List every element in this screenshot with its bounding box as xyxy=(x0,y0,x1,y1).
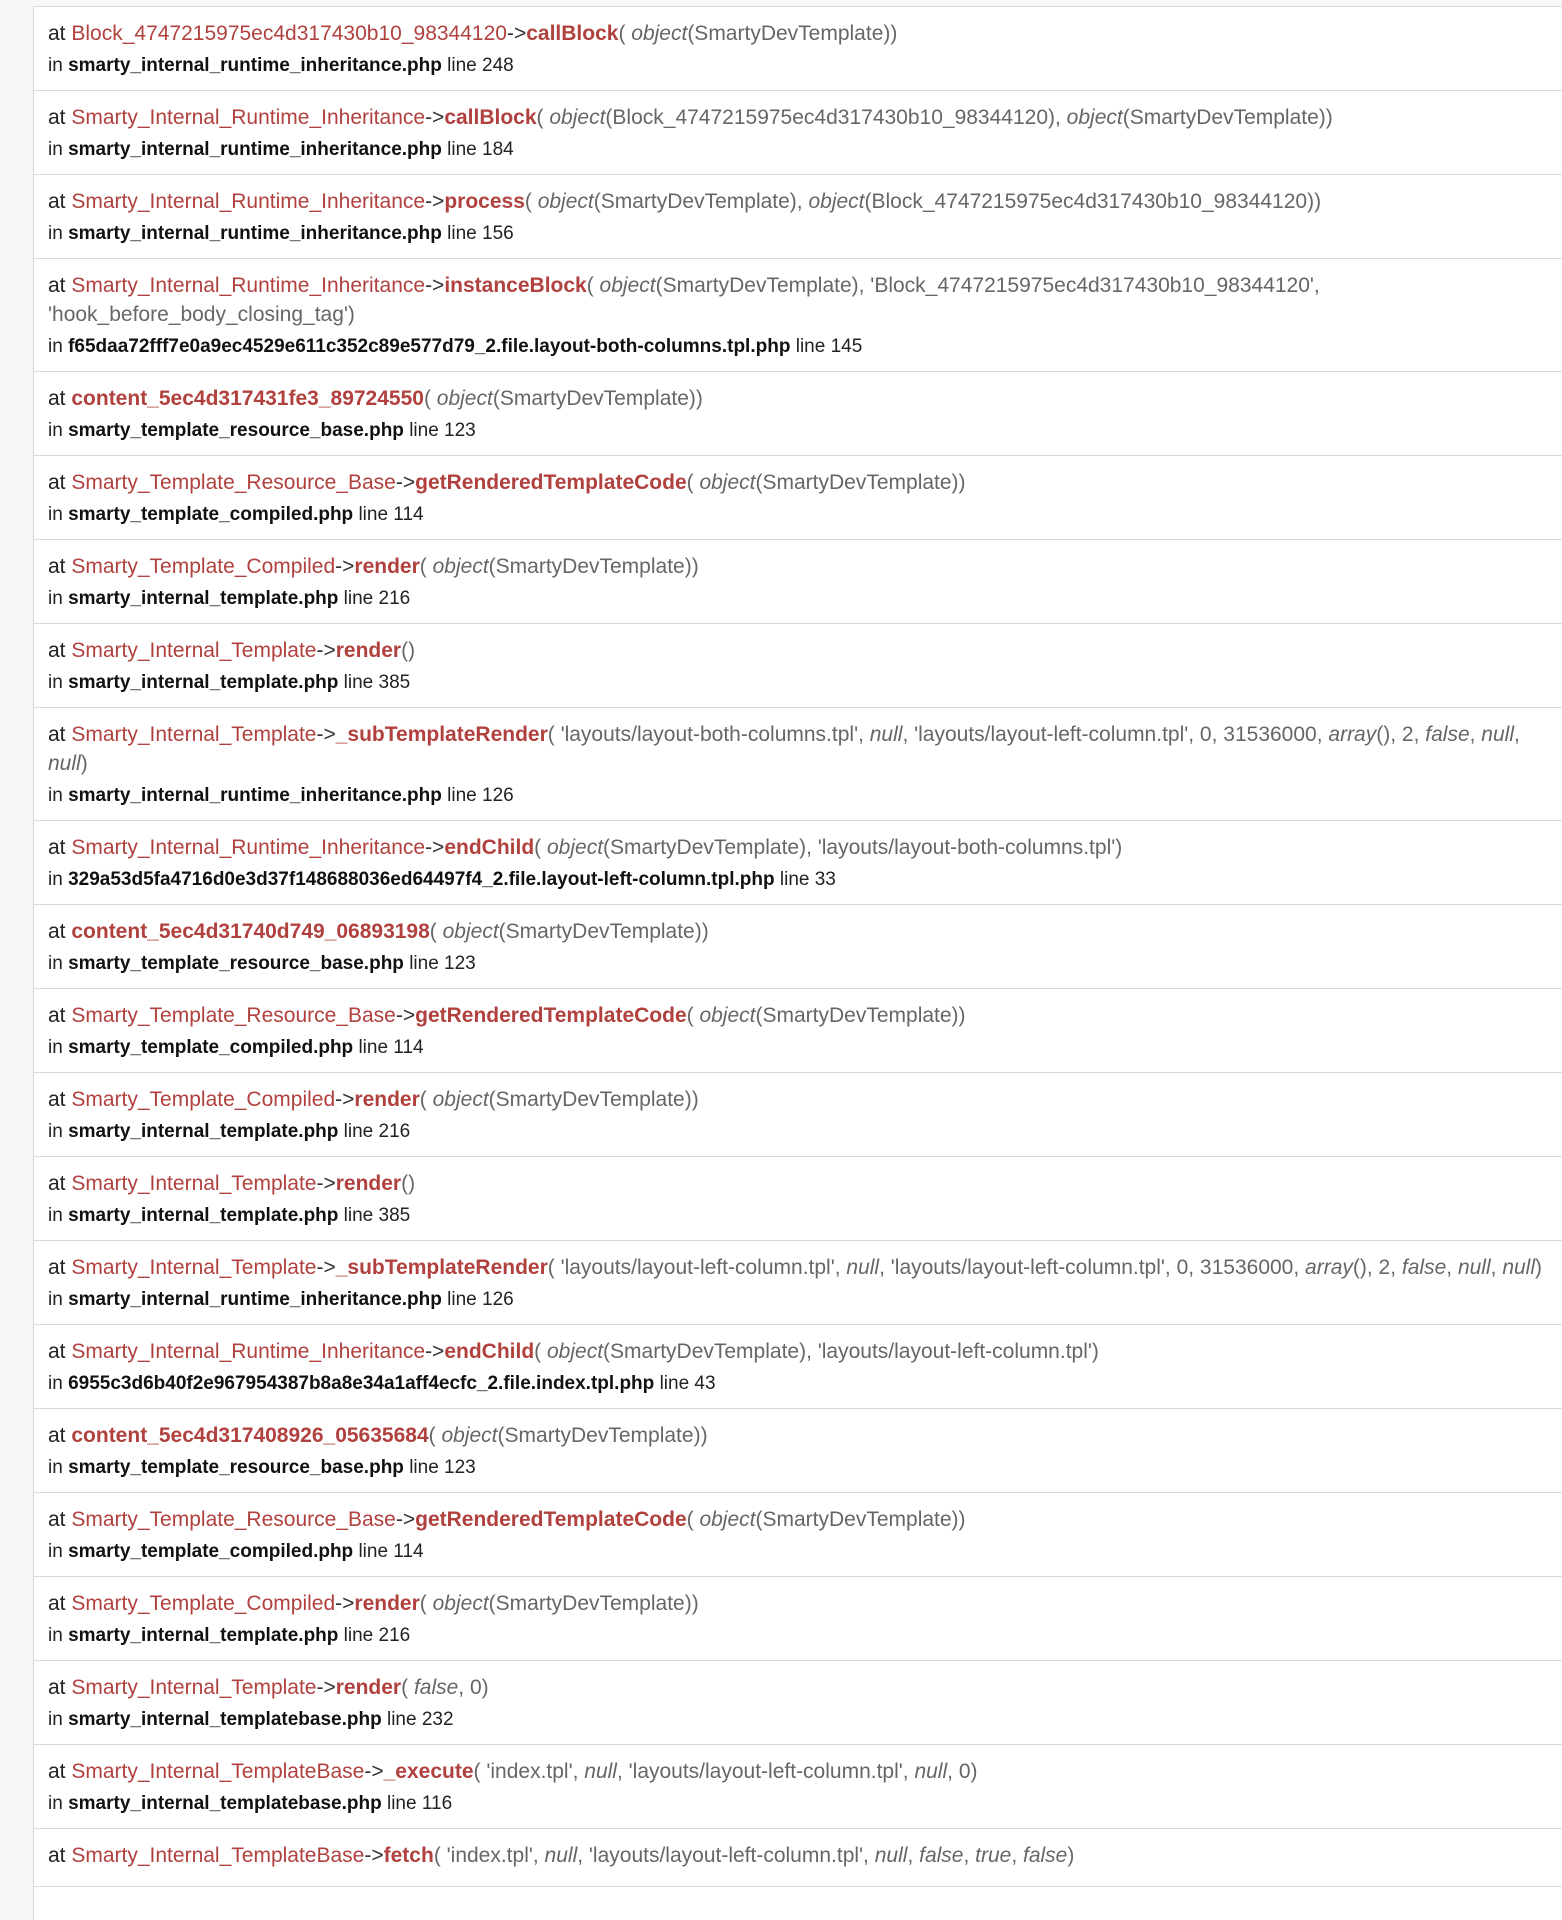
call-arguments: ( object(SmartyDevTemplate)) xyxy=(618,22,898,45)
in-keyword: in xyxy=(48,336,63,357)
call-arguments: () xyxy=(401,639,416,662)
method-arrow: -> xyxy=(316,723,336,746)
method-arrow: -> xyxy=(425,106,445,129)
function-name: render xyxy=(354,1088,420,1111)
frame-call xyxy=(48,720,1548,778)
method-arrow: -> xyxy=(395,1508,416,1531)
in-keyword: in xyxy=(48,1625,63,1646)
call-arguments: ( object(SmartyDevTemplate)) xyxy=(686,1004,966,1027)
stack-frame xyxy=(34,91,1562,175)
function-name: render xyxy=(335,1676,402,1699)
frame-call xyxy=(48,1841,1548,1870)
stack-frame xyxy=(34,1157,1562,1241)
call-arguments: ( object(SmartyDevTemplate)) xyxy=(428,1424,708,1447)
stack-trace-list xyxy=(33,6,1562,1920)
class-name: Smarty_Internal_Template xyxy=(71,639,317,662)
file-name: smarty_internal_runtime_inheritance.php xyxy=(68,139,442,160)
call-arguments: ( 'layouts/layout-left-column.tpl', null, 'layouts/layout-left-column.tpl', 0, 31536000, array(), 2, false, null, null) xyxy=(547,1256,1543,1279)
function-name: render xyxy=(354,555,420,578)
at-keyword: at xyxy=(48,1508,66,1531)
method-arrow: -> xyxy=(506,22,527,45)
in-keyword: in xyxy=(48,1205,63,1226)
method-arrow: -> xyxy=(425,274,445,297)
frame-call xyxy=(48,1505,1548,1534)
line-number: line 156 xyxy=(447,223,514,244)
file-name: smarty_template_compiled.php xyxy=(68,504,354,525)
stack-frame xyxy=(34,624,1562,708)
line-number: line 385 xyxy=(343,1205,411,1226)
stack-frame xyxy=(34,1661,1562,1745)
at-keyword: at xyxy=(48,1004,66,1027)
frame-call xyxy=(48,636,1548,665)
frame-call xyxy=(48,1673,1548,1702)
function-name: _execute xyxy=(383,1760,474,1783)
class-name: Smarty_Template_Resource_Base xyxy=(71,1508,396,1531)
at-keyword: at xyxy=(48,106,66,129)
file-name: smarty_template_compiled.php xyxy=(68,1037,354,1058)
class-name: Smarty_Template_Resource_Base xyxy=(71,1004,396,1027)
at-keyword: at xyxy=(48,836,66,859)
method-arrow: -> xyxy=(425,190,445,213)
function-name: callBlock xyxy=(526,22,619,45)
frame-location xyxy=(48,1371,1548,1397)
function-name: _subTemplateRender xyxy=(335,723,548,746)
frame-location xyxy=(48,1539,1548,1565)
at-keyword: at xyxy=(48,1172,66,1195)
in-keyword: in xyxy=(48,504,63,525)
file-name: smarty_internal_template.php xyxy=(68,1121,339,1142)
stack-frame xyxy=(34,1073,1562,1157)
file-name: smarty_internal_template.php xyxy=(68,672,339,693)
stack-frame xyxy=(34,989,1562,1073)
method-arrow: -> xyxy=(395,471,416,494)
frame-location xyxy=(48,53,1548,79)
line-number: line 123 xyxy=(409,1457,476,1478)
in-keyword: in xyxy=(48,1793,63,1814)
class-name: Smarty_Internal_Template xyxy=(71,723,317,746)
frame-call xyxy=(48,833,1548,862)
at-keyword: at xyxy=(48,190,66,213)
line-number: line 33 xyxy=(779,869,836,890)
in-keyword: in xyxy=(48,953,63,974)
class-name: Smarty_Internal_Runtime_Inheritance xyxy=(71,1340,426,1363)
call-arguments: ( 'index.tpl', null, 'layouts/layout-left-column.tpl', null, false, true, false) xyxy=(433,1844,1075,1867)
stack-frame xyxy=(34,1577,1562,1661)
in-keyword: in xyxy=(48,672,63,693)
file-name: smarty_template_compiled.php xyxy=(68,1541,354,1562)
line-number: line 184 xyxy=(447,139,514,160)
stack-frame xyxy=(34,1829,1562,1887)
frame-call xyxy=(48,1001,1548,1030)
stack-frame xyxy=(34,1325,1562,1409)
frame-call xyxy=(48,1337,1548,1366)
file-name: 329a53d5fa4716d0e3d37f148688036ed64497f4_2.file.layout-left-column.tpl.php xyxy=(68,869,775,890)
file-name: smarty_template_resource_base.php xyxy=(68,953,404,974)
in-keyword: in xyxy=(48,1457,63,1478)
at-keyword: at xyxy=(48,555,66,578)
call-arguments: ( object(SmartyDevTemplate)) xyxy=(419,555,699,578)
frame-call xyxy=(48,1589,1548,1618)
in-keyword: in xyxy=(48,869,63,890)
in-keyword: in xyxy=(48,785,63,806)
line-number: line 145 xyxy=(795,336,863,357)
frame-location xyxy=(48,1287,1548,1313)
method-arrow: -> xyxy=(425,1340,445,1363)
call-arguments: ( object(SmartyDevTemplate)) xyxy=(686,471,966,494)
class-name: Smarty_Template_Compiled xyxy=(71,1088,336,1111)
stack-frame xyxy=(34,905,1562,989)
method-arrow: -> xyxy=(425,836,445,859)
function-name: content_5ec4d317431fe3_89724550 xyxy=(71,387,424,410)
function-name: getRenderedTemplateCode xyxy=(415,1508,687,1531)
frame-location xyxy=(48,1455,1548,1481)
class-name: Smarty_Internal_Runtime_Inheritance xyxy=(71,190,426,213)
call-arguments: ( object(Block_4747215975ec4d317430b10_98344120), object(SmartyDevTemplate)) xyxy=(536,106,1333,129)
stack-frame xyxy=(34,821,1562,905)
in-keyword: in xyxy=(48,139,63,160)
line-number: line 114 xyxy=(358,1037,424,1058)
function-name: endChild xyxy=(444,836,535,859)
file-name: smarty_internal_templatebase.php xyxy=(68,1793,382,1814)
file-name: smarty_internal_template.php xyxy=(68,588,339,609)
line-number: line 232 xyxy=(386,1709,454,1730)
at-keyword: at xyxy=(48,471,66,494)
file-name: 6955c3d6b40f2e967954387b8a8e34a1aff4ecfc_2.file.index.tpl.php xyxy=(68,1373,655,1394)
class-name: Smarty_Internal_Template xyxy=(71,1172,317,1195)
stack-frame xyxy=(34,540,1562,624)
stack-frame xyxy=(34,7,1562,91)
line-number: line 216 xyxy=(343,1625,411,1646)
file-name: f65daa72fff7e0a9ec4529e611c352c89e577d79_2.file.layout-both-columns.tpl.php xyxy=(68,336,791,357)
frame-call xyxy=(48,1085,1548,1114)
class-name: Smarty_Template_Resource_Base xyxy=(71,471,396,494)
frame-location xyxy=(48,783,1548,809)
function-name: content_5ec4d317408926_05635684 xyxy=(71,1424,429,1447)
call-arguments: () xyxy=(401,1172,416,1195)
class-name: Smarty_Internal_Template xyxy=(71,1676,317,1699)
in-keyword: in xyxy=(48,1541,63,1562)
stack-frame xyxy=(34,175,1562,259)
method-arrow: -> xyxy=(316,1172,336,1195)
class-name: Smarty_Internal_TemplateBase xyxy=(71,1844,365,1867)
function-name: process xyxy=(444,190,525,213)
stack-frame xyxy=(34,1241,1562,1325)
frame-location xyxy=(48,670,1548,696)
line-number: line 116 xyxy=(386,1793,453,1814)
at-keyword: at xyxy=(48,1592,66,1615)
frame-call xyxy=(48,1421,1548,1450)
stack-frame xyxy=(34,456,1562,540)
file-name: smarty_internal_runtime_inheritance.php xyxy=(68,223,442,244)
method-arrow: -> xyxy=(335,1088,355,1111)
in-keyword: in xyxy=(48,55,63,76)
class-name: Smarty_Internal_TemplateBase xyxy=(71,1760,365,1783)
line-number: line 216 xyxy=(343,1121,411,1142)
call-arguments: ( object(SmartyDevTemplate), 'layouts/layout-left-column.tpl') xyxy=(534,1340,1099,1363)
frame-call xyxy=(48,19,1548,48)
class-name: Block_4747215975ec4d317430b10_98344120 xyxy=(71,22,507,45)
at-keyword: at xyxy=(48,639,66,662)
frame-location xyxy=(48,502,1548,528)
line-number: line 216 xyxy=(343,588,411,609)
frame-call xyxy=(48,468,1548,497)
in-keyword: in xyxy=(48,1373,63,1394)
frame-location xyxy=(48,221,1548,247)
frame-call xyxy=(48,187,1548,216)
frame-call xyxy=(48,271,1548,329)
in-keyword: in xyxy=(48,1121,63,1142)
in-keyword: in xyxy=(48,1709,63,1730)
call-arguments: ( 'index.tpl', null, 'layouts/layout-left-column.tpl', null, 0) xyxy=(473,1760,978,1783)
file-name: smarty_template_resource_base.php xyxy=(68,1457,404,1478)
frame-location xyxy=(48,1119,1548,1145)
in-keyword: in xyxy=(48,588,63,609)
at-keyword: at xyxy=(48,387,72,410)
line-number: line 43 xyxy=(659,1373,716,1394)
line-number: line 123 xyxy=(409,953,476,974)
file-name: smarty_internal_template.php xyxy=(68,1205,339,1226)
frame-location xyxy=(48,1203,1548,1229)
stack-frame xyxy=(34,259,1562,372)
frame-call xyxy=(48,917,1548,946)
at-keyword: at xyxy=(48,1088,66,1111)
function-name: render xyxy=(335,1172,402,1195)
frame-call xyxy=(48,384,1548,413)
call-arguments: ( object(SmartyDevTemplate)) xyxy=(419,1088,699,1111)
line-number: line 123 xyxy=(409,420,476,441)
frame-location xyxy=(48,951,1548,977)
class-name: Smarty_Internal_Runtime_Inheritance xyxy=(71,106,426,129)
line-number: line 126 xyxy=(447,1289,514,1310)
frame-call xyxy=(48,1169,1548,1198)
method-arrow: -> xyxy=(364,1760,384,1783)
method-arrow: -> xyxy=(316,1256,336,1279)
at-keyword: at xyxy=(48,1760,66,1783)
function-name: endChild xyxy=(444,1340,535,1363)
at-keyword: at xyxy=(48,1844,66,1867)
class-name: Smarty_Internal_Runtime_Inheritance xyxy=(71,836,426,859)
file-name: smarty_internal_runtime_inheritance.php xyxy=(68,1289,442,1310)
call-arguments: ( object(SmartyDevTemplate)) xyxy=(423,387,703,410)
at-keyword: at xyxy=(48,920,72,943)
method-arrow: -> xyxy=(395,1004,416,1027)
in-keyword: in xyxy=(48,420,63,441)
function-name: fetch xyxy=(383,1844,434,1867)
frame-location xyxy=(48,586,1548,612)
stack-frame xyxy=(34,708,1562,821)
method-arrow: -> xyxy=(316,1676,336,1699)
call-arguments: ( object(SmartyDevTemplate), object(Block_4747215975ec4d317430b10_98344120)) xyxy=(524,190,1322,213)
function-name: getRenderedTemplateCode xyxy=(415,471,687,494)
file-name: smarty_internal_templatebase.php xyxy=(68,1709,382,1730)
call-arguments: ( object(SmartyDevTemplate)) xyxy=(419,1592,699,1615)
line-number: line 126 xyxy=(447,785,514,806)
method-arrow: -> xyxy=(335,555,355,578)
function-name: callBlock xyxy=(444,106,537,129)
line-number: line 385 xyxy=(343,672,411,693)
at-keyword: at xyxy=(48,723,66,746)
line-number: line 114 xyxy=(358,1541,424,1562)
function-name: getRenderedTemplateCode xyxy=(415,1004,687,1027)
at-keyword: at xyxy=(48,1424,72,1447)
file-name: smarty_internal_runtime_inheritance.php xyxy=(68,55,442,76)
method-arrow: -> xyxy=(316,639,336,662)
frame-location xyxy=(48,137,1548,163)
in-keyword: in xyxy=(48,1037,63,1058)
file-name: smarty_internal_template.php xyxy=(68,1625,339,1646)
function-name: instanceBlock xyxy=(444,274,587,297)
frame-location xyxy=(48,418,1548,444)
line-number: line 114 xyxy=(358,504,424,525)
at-keyword: at xyxy=(48,274,66,297)
frame-location xyxy=(48,1791,1548,1817)
stack-frame xyxy=(34,1409,1562,1493)
frame-location xyxy=(48,334,1548,360)
frame-location xyxy=(48,1623,1548,1649)
at-keyword: at xyxy=(48,1340,66,1363)
class-name: Smarty_Internal_Runtime_Inheritance xyxy=(71,274,426,297)
frame-call xyxy=(48,103,1548,132)
function-name: render xyxy=(335,639,402,662)
function-name: _subTemplateRender xyxy=(335,1256,548,1279)
stack-frame xyxy=(34,1493,1562,1577)
file-name: smarty_internal_runtime_inheritance.php xyxy=(68,785,442,806)
call-arguments: ( object(SmartyDevTemplate)) xyxy=(429,920,709,943)
call-arguments: ( false, 0) xyxy=(401,1676,489,1699)
frame-call xyxy=(48,552,1548,581)
at-keyword: at xyxy=(48,1256,66,1279)
class-name: Smarty_Template_Compiled xyxy=(71,555,336,578)
frame-call xyxy=(48,1757,1548,1786)
function-name: render xyxy=(354,1592,420,1615)
method-arrow: -> xyxy=(364,1844,384,1867)
call-arguments: ( 'layouts/layout-both-columns.tpl', null, 'layouts/layout-left-column.tpl', 0, 31536000, array(), 2, false, null, null) xyxy=(48,723,1520,775)
stack-frame xyxy=(34,372,1562,456)
frame-location xyxy=(48,867,1548,893)
file-name: smarty_template_resource_base.php xyxy=(68,420,404,441)
method-arrow: -> xyxy=(335,1592,355,1615)
line-number: line 248 xyxy=(447,55,514,76)
at-keyword: at xyxy=(48,1676,66,1699)
frame-location xyxy=(48,1035,1548,1061)
class-name: Smarty_Template_Compiled xyxy=(71,1592,336,1615)
in-keyword: in xyxy=(48,1289,63,1310)
frame-location xyxy=(48,1707,1548,1733)
function-name: content_5ec4d31740d749_06893198 xyxy=(71,920,430,943)
class-name: Smarty_Internal_Template xyxy=(71,1256,317,1279)
call-arguments: ( object(SmartyDevTemplate), 'layouts/layout-both-columns.tpl') xyxy=(534,836,1123,859)
frame-call xyxy=(48,1253,1548,1282)
in-keyword: in xyxy=(48,223,63,244)
at-keyword: at xyxy=(48,22,66,45)
stack-frame xyxy=(34,1745,1562,1829)
call-arguments: ( object(SmartyDevTemplate)) xyxy=(686,1508,966,1531)
call-arguments: ( object(SmartyDevTemplate), 'Block_4747215975ec4d317430b10_98344120', 'hook_before_body_closing_tag') xyxy=(48,274,1320,326)
